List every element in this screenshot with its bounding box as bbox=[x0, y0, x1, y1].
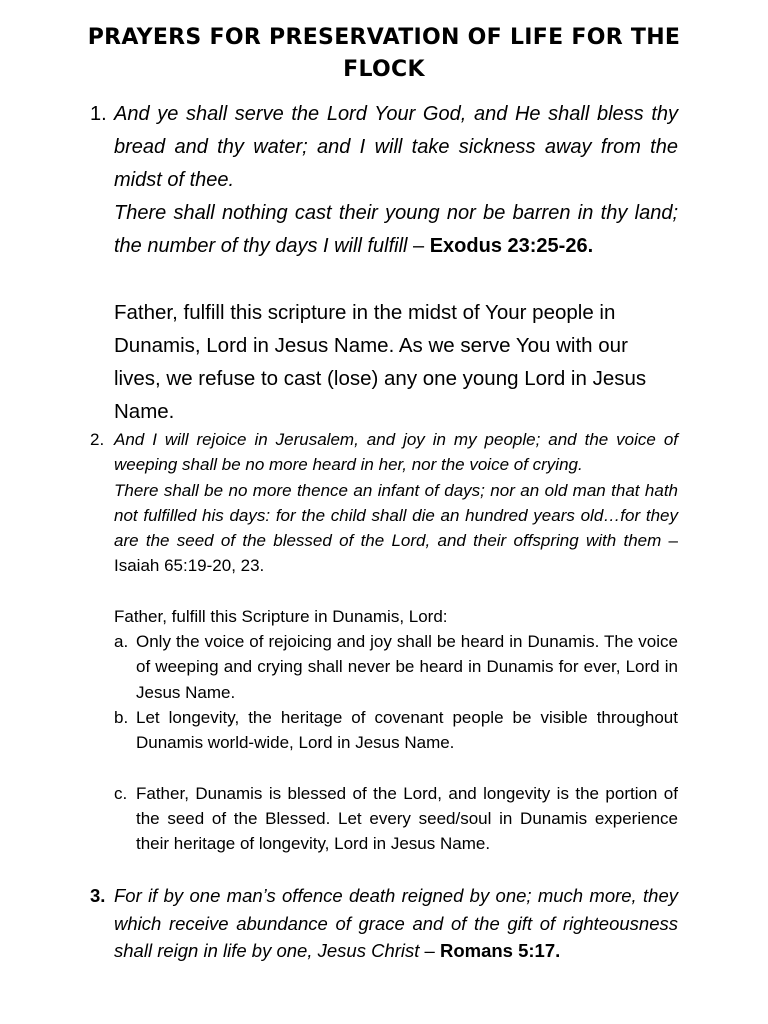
item-number: 1. bbox=[90, 103, 107, 125]
point-letter: b. bbox=[114, 707, 129, 727]
scripture-verse-a: And ye shall serve the Lord Your God, and He shall bless thy bread and thy water; and I will take sickness away from the midst of thee. bbox=[114, 103, 678, 191]
item-number: 2. bbox=[90, 430, 105, 449]
prayer-point-a bbox=[114, 629, 678, 705]
item-number: 3. bbox=[90, 885, 106, 906]
item-body bbox=[114, 882, 678, 965]
verse-text: For if by one man’s offence death reigned by one; much more, they which receive abundance of grace and of the gift of righteousness shall reign in life by one, Jesus Christ bbox=[114, 885, 678, 961]
scripture-verse bbox=[114, 882, 678, 965]
scripture-reference: – Isaiah 65:19-20, 23. bbox=[114, 531, 678, 576]
point-letter: c. bbox=[114, 783, 128, 803]
verse-dash: – bbox=[407, 235, 430, 257]
prayer-point-c bbox=[114, 781, 678, 857]
verse-b-text: There shall nothing cast their young nor be barren in thy land; the number of thy days I will fulfill bbox=[114, 202, 678, 257]
point-text: Father, Dunamis is blessed of the Lord, and longevity is the portion of the seed of the Blessed. Let every seed/soul in Dunamis experience their heritage of longevity, Lord in Jesus Name. bbox=[136, 783, 678, 854]
item-body bbox=[114, 427, 678, 856]
item-body bbox=[114, 98, 678, 428]
page-title: PRAYERS FOR PRESERVATION OF LIFE FOR THE FLOCK bbox=[87, 25, 681, 82]
scripture-verse-b bbox=[114, 197, 678, 263]
prayer-intro: Father, fulfill this Scripture in Dunamis, Lord: bbox=[114, 606, 448, 626]
verse-dash: – bbox=[419, 940, 440, 961]
scripture-verse-a: And I will rejoice in Jerusalem, and joy in my people; and the voice of weeping shall be no more heard in her, nor the voice of crying. bbox=[114, 430, 678, 475]
point-text: Only the voice of rejoicing and joy shall be heard in Dunamis. The voice of weeping and crying shall never be heard in Dunamis for ever, Lord in Jesus Name. bbox=[136, 632, 678, 702]
point-letter: a. bbox=[114, 632, 129, 652]
prayer-text: Father, fulfill this scripture in the midst of Your people in Dunamis, Lord in Jesus Name. As we serve You with our lives, we refuse to cast (lose) any one young Lord in Jesus Name. bbox=[114, 301, 647, 423]
scripture-reference: Exodus 23:25-26. bbox=[429, 235, 594, 257]
verse-b-text: There shall be no more thence an infant of days; nor an old man that hath not fulfilled his days: for the child shall die an hundred years old…for they are the seed of the blessed of the Lord, and their offspring with them bbox=[114, 480, 678, 551]
scripture-verse-b bbox=[114, 478, 678, 579]
prayer-point-b bbox=[114, 705, 678, 756]
scripture-reference: Romans 5:17. bbox=[439, 940, 561, 961]
point-text: Let longevity, the heritage of covenant people be visible throughout Dunamis world-wide, Lord in Jesus Name. bbox=[136, 707, 678, 753]
